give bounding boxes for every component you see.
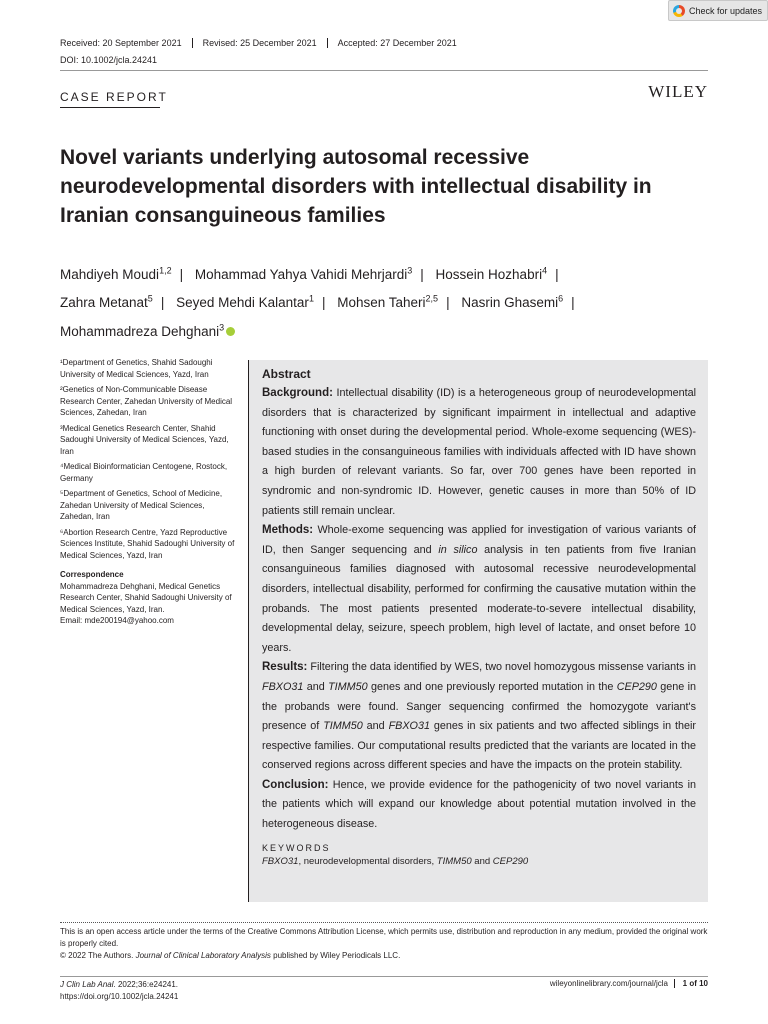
section-underline <box>60 107 160 108</box>
publisher-logo: WILEY <box>648 82 708 101</box>
accepted-date: Accepted: 27 December 2021 <box>327 38 467 48</box>
orcid-icon[interactable] <box>226 327 235 336</box>
keywords: FBXO31, neurodevelopmental disorders, TIMM50 and CEP290 <box>262 855 529 867</box>
article-title: Novel variants underlying autosomal recessive neurodevelopmental disorders with intellectual disability in Iranian consanguineous families <box>60 146 652 227</box>
abstract-box <box>248 360 708 902</box>
abstract-methods: Methods: Whole-exome sequencing was applied for investigation of various variants of ID, then Sanger sequencing and in silico analysis in ten patients from five Iranian consanguineous families diagnosed with autosomal recessive neurodevelopmental disorders, intellectual disability, performed for confirming the causative mutation within the probands. The most patients presented moderate-to-severe intellectual disability, developmental delay, seizure, speech problem, high level of lactate, and onset before 10 years. <box>262 524 696 654</box>
section-label: CASE REPORT <box>60 90 168 104</box>
abstract-background: Background: Intellectual disability (ID) is a heterogeneous group of neurodevelopmental disorders that is characterized by significant impairment in intellectual and adaptive functioning with onset during the developmental period. Whole-exome sequencing (WES)-based studies in the consanguineous families with individuals affected with ID have shown a high burden of relevant variants. So far, over 700 genes have been reported in syndromic and non-syndromic ID. However, genetic causes in more than 50% of ID patients still remain unclear. <box>262 387 696 517</box>
footer-divider <box>60 922 708 923</box>
article-dates <box>60 38 467 48</box>
author: Mahdiyeh Moudi$^{1,2}$ <box>60 265 172 282</box>
affiliation: ⁶Abortion Research Centre, Yazd Reproductive Sciences Institute, Shahid Sadoughi University of Medical Sciences, Yazd, Iran <box>60 527 235 560</box>
license-text: This is an open access article under the terms of the Creative Commons Attribution License, which permits use, distribution and reproduction in any medium, provided the original work is properly cited. <box>60 927 708 948</box>
author: Hossein Hozhabri$^4$ <box>435 265 548 282</box>
affiliations <box>60 357 238 631</box>
header-divider <box>60 70 708 71</box>
page-number: 1 of 10 <box>674 979 708 988</box>
check-for-updates-label: Check for updates <box>689 5 763 16</box>
abstract-heading: Abstract <box>262 367 311 381</box>
author: Nasrin Ghasemi$^6$ <box>461 293 564 310</box>
license-notice <box>60 926 710 962</box>
bottom-divider <box>60 976 708 977</box>
abstract-results: Results: Filtering the data identified by WES, two novel homozygous missense variants in FBXO31 and TIMM50 genes and one previously reported mutation in the CEP290 gene in the probands were found. Sanger sequencing confirmed the homozygote variant's presence of TIMM50 and FBXO31 genes in six patients and two affected siblings in their respective families. Our computational results predicted that the variants are located in the conserved regions across different species and have the impacts on the protein stability. <box>262 661 697 772</box>
author: Mohsen Taheri$^{2,5}$ <box>337 293 439 310</box>
check-for-updates-button[interactable] <box>668 0 768 21</box>
affiliation: ³Medical Genetics Research Center, Shahid Sadoughi University of Medical Sciences, Yazd, Iran <box>60 423 229 456</box>
affiliation: ²Genetics of Non-Communicable Disease Research Center, Zahedan University of Medical Sciences, Zahedan, Iran <box>60 385 233 417</box>
copyright: © 2022 The Authors. Journal of Clinical Laboratory Analysis published by Wiley Periodicals LLC. <box>60 951 401 960</box>
author-list: Mahdiyeh Moudi$^{1,2}$ | Mohammad Yahya Vahidi Mehrjardi$^3$ | Hossein Hozhabri$^4$ | Zahra Metanat$^5$ | Seyed Mehdi Kalantar$^1$ | Mohsen Taheri$^{2,5}$ | Nasrin Ghasemi$^6$ | Mohammadreza Dehghani$^3$ <box>60 265 575 339</box>
citation: J Clin Lab Anal. 2022;36:e24241. https://doi.org/10.1002/jcla.24241 <box>60 980 179 1001</box>
citation-url[interactable]: https://doi.org/10.1002/jcla.24241 <box>60 992 179 1001</box>
received-date: Received: 20 September 2021 <box>60 38 182 48</box>
correspondence-heading: Correspondence <box>60 570 124 579</box>
affiliation: ⁵Department of Genetics, School of Medicine, Zahedan University of Medical Sciences, Zahedan, Iran <box>60 489 223 521</box>
correspondence-text: Mohammadreza Dehghani, Medical Genetics Research Center, Shahid Sadoughi University of Medical Sciences, Yazd, Iran. <box>60 581 232 614</box>
revised-date: Revised: 25 December 2021 <box>192 38 327 48</box>
author: Mohammad Yahya Vahidi Mehrjardi$^3$ <box>194 265 413 282</box>
affiliation: ⁴Medical Bioinformatician Centogene, Rostock, Germany <box>60 462 228 483</box>
doi: DOI: 10.1002/jcla.24241 <box>60 55 158 65</box>
author: Zahra Metanat$^5$ <box>60 293 153 310</box>
keywords-heading: KEYWORDS <box>262 842 331 853</box>
crossmark-icon <box>673 5 685 17</box>
correspondence-email[interactable]: Email: mde200194@yahoo.com <box>60 616 174 625</box>
author: Seyed Mehdi Kalantar$^1$ <box>176 293 314 310</box>
abstract-conclusion: Conclusion: Hence, we provide evidence for the pathogenicity of two novel variants in the patients which will expand our knowledge about potential mutation involved in the heterogeneous disease. <box>262 778 696 831</box>
journal-website-link[interactable]: wileyonlinelibrary.com/journal/jcla <box>549 979 668 988</box>
affiliation: ¹Department of Genetics, Shahid Sadoughi University of Medical Sciences, Yazd, Iran <box>60 358 213 379</box>
author: Mohammadreza Dehghani$^3$ <box>60 322 225 339</box>
